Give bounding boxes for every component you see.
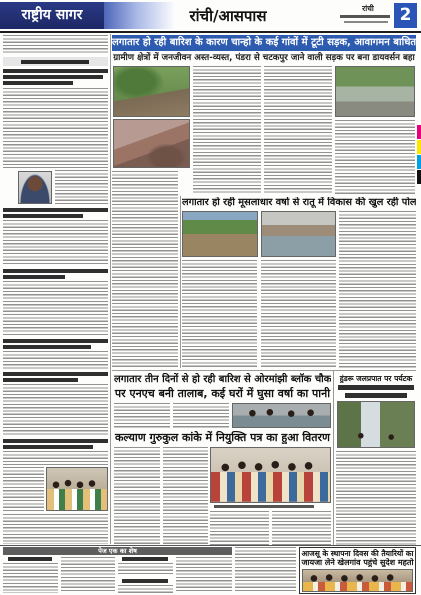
article-body-text [335,120,415,194]
column-heading [3,57,108,66]
story-headline [122,579,168,583]
lead-subheadline: ग्रामीण क्षेत्रों में जनजीवन अस्त-व्यस्त, पंडरा से चटकपुर जाने वाली सड़क पर बना डायवर्सन बहा [113,53,415,63]
header-rule [0,31,421,33]
photo-damaged-road [113,66,190,117]
article-body-text [261,260,336,368]
article-body-text [339,211,416,368]
column-divider [333,371,334,545]
article-body-text [55,170,108,205]
color-registration-mark-black [417,170,421,184]
photo-waterlogged-road [261,211,336,257]
article-body-text [3,467,44,511]
story-headline [345,393,407,398]
article-body-text [112,171,178,368]
photo-portrait [18,171,52,204]
article-body-text [336,451,416,545]
photo-khelgaon-visit [302,569,413,592]
bottom-rule [0,545,421,546]
photo-muddy-road [182,211,258,257]
masthead-decoration [104,2,176,29]
page-number: 2 [394,3,417,28]
story-headline [3,269,108,273]
article-body-text [176,557,232,593]
ratu-headline: लगातार हो रही मूसलाधार वर्षा से रातू में विकास की खुल रही पोल [182,197,416,208]
article-body-text [3,563,58,593]
story-headline [3,214,83,218]
photo-group [46,467,108,511]
article-body-text [235,547,296,593]
website-line [344,21,388,23]
photo-collapsed-structure [113,119,190,168]
photo-washed-out-road [335,66,415,117]
story-headline [3,378,78,382]
article-body-text [118,585,173,593]
column-divider [180,196,181,368]
article-body-text [3,88,108,168]
ajsu-headline-line-2: जायजा लेने खेलगांव पहुंचे सुदेश महतो [301,558,414,567]
article-body-text [3,384,108,436]
story-headline [8,557,52,561]
section-divider [112,370,416,371]
article-body-text [182,260,257,368]
waterfall-headline: हुंडरू जलप्रपात पर पर्यटक [339,374,413,383]
photo-flooded-chowk [232,403,331,428]
color-registration-mark-magenta [417,125,421,139]
story-headline [3,69,108,73]
story-headline [3,445,93,449]
ajsu-headline-line-1: आजसू के स्थापना दिवस की तैयारियों का [301,549,414,558]
photo-waterfall-tourists [337,401,415,448]
story-headline [3,75,103,79]
story-headline [3,208,108,212]
lead-headline: लगातार हो रही बारिश के कारण चान्हो के कई गांवों में टूटी सड़क, आवागमन बाधित [112,35,416,51]
article-body-text [3,514,108,544]
article-body-text [3,35,108,55]
photo-caption [214,505,314,508]
article-body-text [114,403,170,428]
column-heading-text [21,60,89,64]
story-headline [122,557,168,561]
masthead-title: राष्ट्रीय सागर [0,2,104,29]
article-body-text [193,66,261,194]
article-body-text [61,557,115,593]
page-one-continued-band: पेज एक का शेष [3,547,232,555]
column-divider [110,34,111,544]
story-headline [3,275,65,279]
gurukul-headline: कल्याण गुरुकुल कांके में नियुक्ति पत्र का हुआ वितरण [114,431,331,444]
story-headline [3,345,91,349]
article-body-text [264,66,332,194]
article-body-text [3,351,108,369]
edition-city: रांची [362,4,374,13]
photo-appointment-letter-distribution [210,447,331,503]
article-body-text [173,403,229,428]
ormanjhi-headline-line-1: लगातार तीन दिनों से हो रही बारिश से ओरमांझी ब्लॉक चौक [114,374,331,385]
article-body-text [210,511,269,545]
issue-date-line [340,15,390,18]
section-title: रांची/आसपास [189,7,267,25]
story-headline [3,439,108,443]
color-registration-mark-yellow [417,140,421,154]
article-body-text [3,281,108,336]
article-body-text [118,563,173,576]
story-headline [3,339,108,343]
article-body-text [3,451,108,465]
ormanjhi-headline-line-2: पर एनएच बनी तालाब, कई घरों में घुसा वर्षा का पानी [114,387,331,400]
article-body-text [163,447,208,545]
story-headline [338,385,414,390]
story-headline [3,81,73,85]
color-registration-mark-cyan [417,155,421,169]
story-headline [3,372,108,376]
article-body-text [272,511,331,545]
article-body-text [3,220,108,266]
article-body-text [114,447,160,545]
